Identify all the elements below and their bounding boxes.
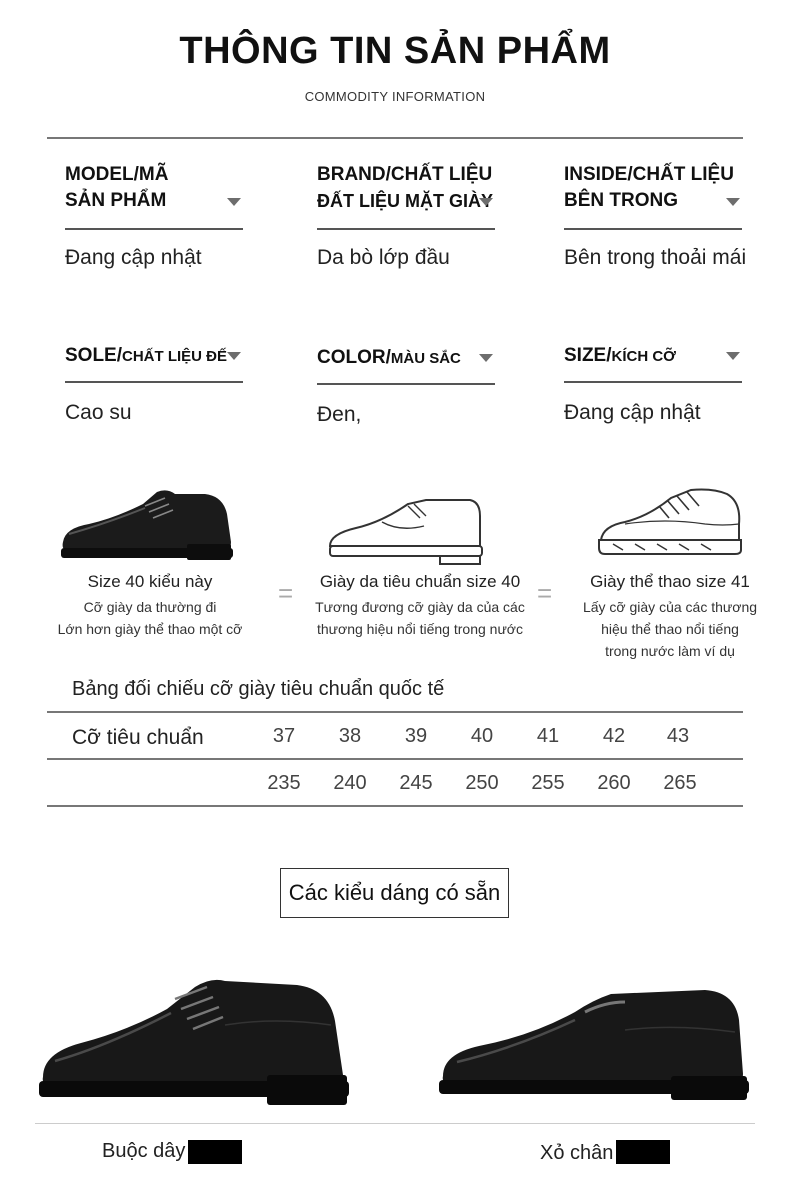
size-chart-length: 265 bbox=[663, 772, 697, 794]
comparison-desc-line: Tương đương cỡ giày da của các bbox=[315, 599, 525, 615]
comparison-title: Giày thể thao size 41 bbox=[590, 572, 750, 591]
sneaker-icon bbox=[595, 484, 745, 562]
standard-leather-shoe-icon bbox=[320, 494, 490, 566]
attribute-label: MODEL/MÃ bbox=[65, 164, 169, 185]
color-swatch-black[interactable] bbox=[616, 1140, 670, 1164]
size-chart-length: 260 bbox=[597, 772, 631, 794]
size-chart-size: 38 bbox=[338, 725, 362, 747]
size-chart-length: 245 bbox=[399, 772, 433, 794]
equals-sign: = bbox=[537, 578, 553, 608]
attribute-value: Đang cập nhật bbox=[564, 401, 701, 424]
attribute-value: Đang cập nhật bbox=[65, 246, 202, 269]
variant-label-lace-up: Buộc dây bbox=[102, 1140, 186, 1162]
comparison-description bbox=[565, 596, 775, 662]
size-chart-size: 42 bbox=[602, 725, 626, 747]
attribute-divider bbox=[317, 228, 495, 230]
attribute-value: Bên trong thoải mái bbox=[564, 246, 747, 269]
attribute-label bbox=[65, 343, 227, 370]
attribute-label-small: KÍCH CỠ bbox=[611, 348, 676, 365]
comparison-title: Giày da tiêu chuẩn size 40 bbox=[319, 572, 521, 591]
caret-down-icon bbox=[227, 352, 241, 360]
attribute-value: Da bò lớp đầu bbox=[317, 246, 450, 269]
comparison-description bbox=[40, 596, 260, 640]
size-chart-divider bbox=[47, 711, 743, 713]
caret-down-icon bbox=[726, 198, 740, 206]
equals-sign: = bbox=[278, 578, 294, 608]
attribute-label-main: COLOR/ bbox=[317, 347, 391, 368]
size-chart-heading: Bảng đối chiếu cỡ giày tiêu chuẩn quốc tế bbox=[72, 678, 445, 700]
attribute-divider bbox=[564, 381, 742, 383]
comparison-desc-line: Lớn hơn giày thể thao một cỡ bbox=[57, 621, 243, 637]
available-styles-heading: Các kiểu dáng có sẵn bbox=[280, 868, 509, 918]
attribute-divider bbox=[65, 228, 243, 230]
comparison-desc-line: Cỡ giày da thường đi bbox=[83, 599, 217, 615]
size-chart-size: 40 bbox=[470, 725, 494, 747]
attribute-value: Đen, bbox=[317, 403, 362, 426]
slip-on-shoe-image bbox=[435, 980, 753, 1110]
attribute-label-small: CHẤT LIỆU ĐẾ bbox=[122, 348, 228, 365]
header-divider bbox=[47, 137, 743, 139]
attribute-label-main: SIZE/ bbox=[564, 345, 612, 366]
attribute-label: BRAND/CHẤT LIỆU bbox=[317, 164, 493, 185]
lace-up-shoe-image bbox=[35, 965, 353, 1115]
size-chart-row-label: Cỡ tiêu chuẩn bbox=[72, 726, 204, 749]
comparison-desc-line: thương hiệu nổi tiếng trong nước bbox=[316, 621, 523, 637]
attribute-value: Cao su bbox=[65, 401, 132, 424]
comparison-title: Size 40 kiểu này bbox=[87, 572, 213, 591]
dress-shoe-image bbox=[55, 484, 235, 564]
caret-down-icon bbox=[726, 352, 740, 360]
variants-divider bbox=[35, 1123, 755, 1124]
size-chart-size: 37 bbox=[272, 725, 296, 747]
page-subtitle: COMMODITY INFORMATION bbox=[304, 89, 486, 104]
comparison-description bbox=[300, 596, 540, 640]
caret-down-icon bbox=[227, 198, 241, 206]
attribute-label-small: MÀU SẮC bbox=[390, 350, 461, 367]
attribute-label: ĐẤT LIỆU MẶT GIÀY bbox=[317, 191, 493, 211]
attribute-label: BÊN TRONG bbox=[564, 190, 678, 211]
attribute-label: SẢN PHẨM bbox=[65, 190, 167, 211]
variant-label-slip-on: Xỏ chân bbox=[540, 1142, 614, 1164]
attribute-divider bbox=[564, 228, 742, 230]
caret-down-icon bbox=[479, 198, 493, 206]
size-chart-length: 235 bbox=[267, 772, 301, 794]
comparison-desc-line: hiệu thể thao nổi tiếng bbox=[601, 621, 739, 637]
size-chart-divider bbox=[47, 758, 743, 760]
attribute-label: INSIDE/CHẤT LIỆU bbox=[564, 164, 734, 185]
size-chart-length: 255 bbox=[531, 772, 565, 794]
size-chart-length: 250 bbox=[465, 772, 499, 794]
attribute-divider bbox=[65, 381, 243, 383]
color-swatch-black[interactable] bbox=[188, 1140, 242, 1164]
attribute-divider bbox=[317, 383, 495, 385]
size-chart-size: 41 bbox=[536, 725, 560, 747]
attribute-label-main: SOLE/ bbox=[65, 345, 123, 366]
page-title: THÔNG TIN SẢN PHẨM bbox=[179, 30, 611, 72]
comparison-desc-line: Lấy cỡ giày của các thương bbox=[582, 599, 758, 615]
size-chart-size: 39 bbox=[404, 725, 428, 747]
comparison-desc-line: trong nước làm ví dụ bbox=[605, 643, 735, 659]
size-chart-divider bbox=[47, 805, 743, 807]
size-chart-length: 240 bbox=[333, 772, 367, 794]
attribute-label bbox=[317, 345, 461, 372]
caret-down-icon bbox=[479, 354, 493, 362]
attribute-label bbox=[564, 343, 676, 370]
size-chart-size: 43 bbox=[666, 725, 690, 747]
